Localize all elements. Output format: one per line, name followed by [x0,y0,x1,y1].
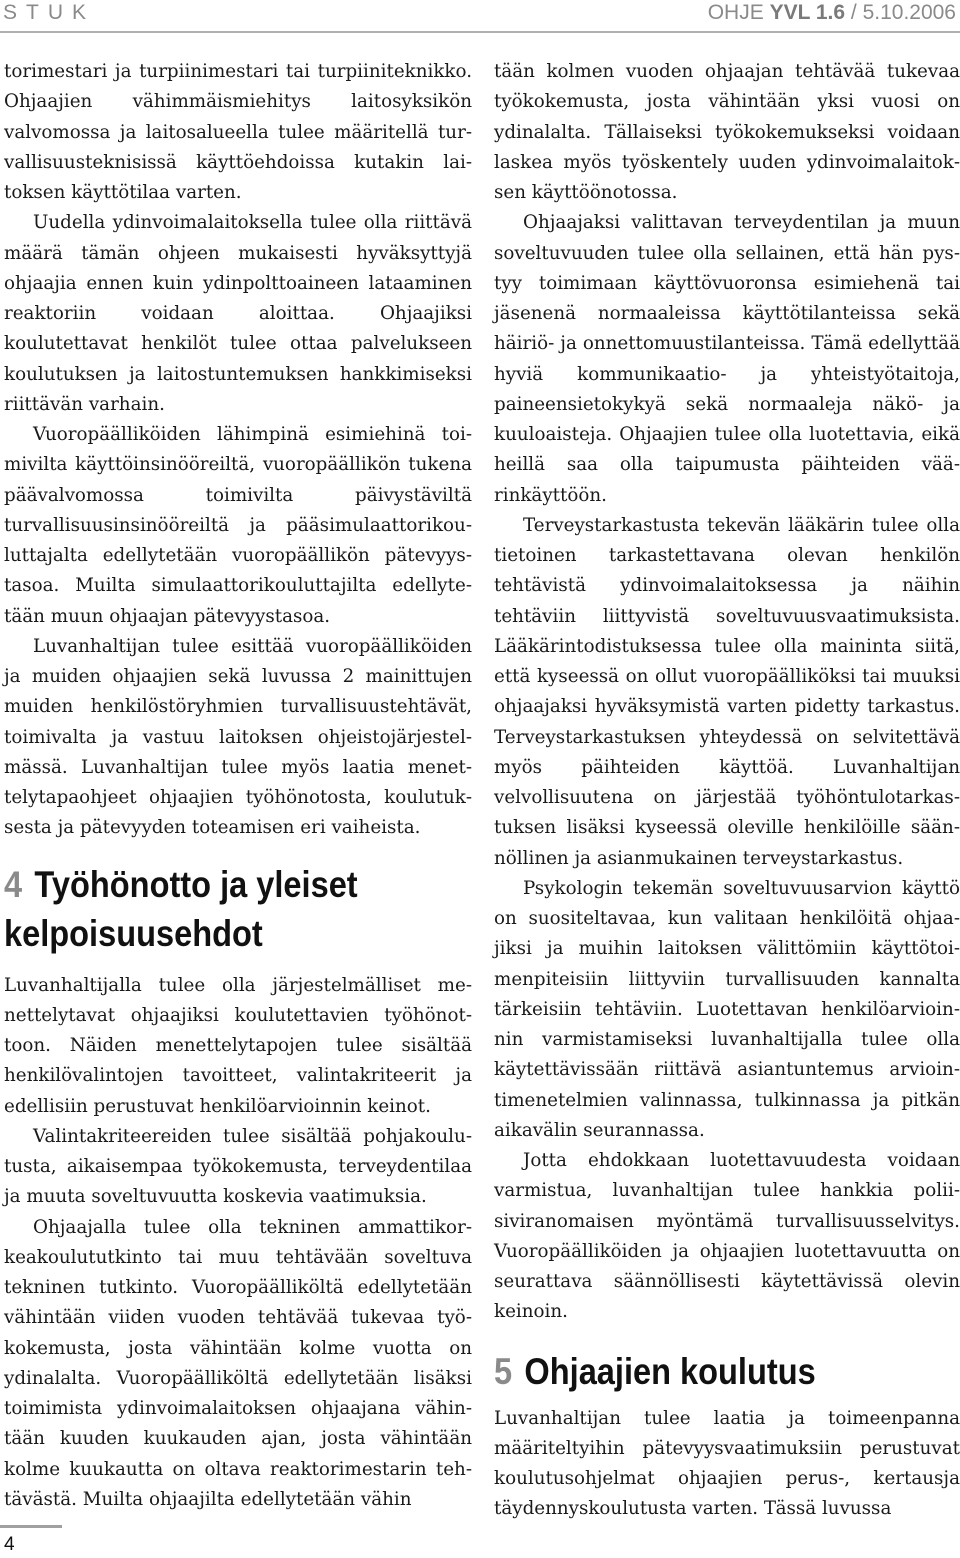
organization-name: STUK [3,1,96,24]
guide-code: YVL 1.6 [769,1,846,24]
header-rule [0,31,960,33]
section-heading-5 [494,1347,960,1396]
guide-date: / 5.10.2006 [845,1,956,24]
section-heading-4 [4,860,472,958]
paragraph: Vuoropäälliköiden lähimpinä esimiehinä toimivilta käyttöinsinööreiltä, vuoropäällikön tukena päävalvomossa toimivilta päivystäviltä turvallisuusinsinööreiltä ja pääsimulaattorikouluttajalta edellytetään vuoropäällikön pätevyystasoa. Muilta simulaattorikouluttajilta edellytetään muun ohjaajan pätevyystasoa. [4,424,472,627]
section-title: Ohjaajien koulutus [524,1350,816,1392]
left-column [4,57,472,1515]
guide-label: OHJE [707,1,770,24]
paragraph: Ohjaajalla tulee olla tekninen ammattikorkeakoulututkinto tai muu tehtävään soveltuva tekninen tutkinto. Vuoropäälliköltä edellytetään vähintään viiden vuoden tehtävää tukevaa työkokemusta, josta vähintään kolme vuotta on ydinalalta. Vuoropäälliköltä edellytetään lisäksi toimimista ydinvoimalaitoksen ohjaajana vähintään kuuden kuukauden ajan, josta vähintään kolme kuukautta on oltava reaktorimestarin tehtävästä. Muilta ohjaajilta edellytetään vähin [4,1216,472,1510]
right-column [494,57,960,1525]
footer-rule [0,1525,62,1528]
page-number: 4 [4,1534,15,1555]
paragraph: Luvanhaltijan tulee laatia ja toimeenpanna määriteltyihin pätevyysvaatimuksiin perustuvat koulutusohjelmat ohjaajien perus-, kertausja täydennyskoulutusta varten. Tässä luvussa [494,1407,960,1520]
guide-reference [708,1,956,25]
section-heading-line-1 [4,860,416,909]
paragraph: Ohjaajaksi valittavan terveydentilan ja muun soveltuvuuden tulee olla sellainen, että hän pystyy toimimaan käyttövuoronsa esimiehenä tai jäsenenä normaaleissa käyttötilanteissa sekä häiriö- ja onnettomuustilanteissa. Tämä edellyttää hyviä kommunikaatio- ja yhteistyötaitoja, paineensietokykyä sekä normaaleja näkö- ja kuuloaisteja. Ohjaajien tulee olla luotettavia, eikä heillä saa olla taipumusta päihteiden väärinkäyttöön. [494,212,960,506]
section-number: 5 [494,1350,513,1392]
paragraph: Terveystarkastusta tekevän lääkärin tulee olla tietoinen tarkastettavana olevan henkilön tehtävistä ydinvoimalaitoksessa ja näihin tehtäviin liittyvistä soveltuvuusvaatimuksista. Lääkärintodistuksessa tulee olla maininta siitä, että kyseessä on ollut vuoropäälliköksi tai muuksi ohjaajaksi hyväksymistä varten pidetty tarkastus. Terveystarkastuksen yhteydessä on selvitettävä myös päihteiden käyttöä. Luvanhaltijan velvollisuutena on järjestää työhöntulotarkastuksen lisäksi kyseessä oleville henkilöille säännöllinen ja asianmukainen terveystarkastus. [494,514,960,869]
paragraph: Psykologin tekemän soveltuvuusarvion käyttö on suositeltavaa, kun valitaan henkilöitä ohjaajiksi ja muihin laitoksen välittömiin käyttötoimenpiteisiin liittyviin turvallisuuden kannalta tärkeisiin tehtäviin. Luotettavan henkilöarvioinnin varmistamiseksi luvanhaltijalla tulee olla käytettävissään riittävä asiantuntemus arviointimenetelmien valinnassa, tulkinnassa ja pitkän aikavälin seurannassa. [494,877,960,1141]
paragraph: Luvanhaltijalla tulee olla järjestelmälliset menettelytavat ohjaajiksi koulutettavien työhönottoon. Näiden menettelytapojen tulee sisältää henkilövalintojen tavoitteet, valintakriteerit ja edellisiin perustuvat henkilöarvioinnin keinot. [4,974,472,1117]
paragraph: tään kolmen vuoden ohjaajan tehtävää tukevaa työkokemusta, josta vähintään yksi vuosi on ydinalalta. Tällaiseksi työkokemukseksi voidaan laskea myös työskentely uuden ydinvoimalaitoksen käyttöönotossa. [494,61,960,203]
page-header [0,0,960,28]
paragraph: Luvanhaltijan tulee esittää vuoropäälliköiden ja muiden ohjaajien sekä luvussa 2 mainittujen muiden henkilöstöryhmien turvallisuustehtävät, toimivalta ja vastuu laitoksen ohjeistojärjestelmässä. Luvanhaltijan tulee myös laatia menettelytapaohjeet ohjaajien työhönotosta, koulutuksesta ja pätevyyden toteamisen eri vaiheista. [4,635,472,839]
section-title-part-2: kelpoisuusehdot [4,912,263,954]
paragraph: Uudella ydinvoimalaitoksella tulee olla riittävä määrä tämän ohjeen mukaisesti hyväksyttyjä ohjaajia ennen kuin ydinpolttoaineen lataaminen reaktoriin voidaan aloittaa. Ohjaajiksi koulutettavat henkilöt tulee ottaa palvelukseen koulutuksen ja laitostuntemuksen hankkimiseksi riittävän varhain. [4,212,472,415]
paragraph: torimestari ja turpiinimestari tai turpiiniteknikko. Ohjaajien vähimmäismiehitys laitosyksikön valvomossa ja laitosalueella tulee määritellä turvallisuusteknisissä käyttöehdoissa kutakin laitoksen käyttötilaa varten. [4,61,472,203]
section-number: 4 [4,863,23,905]
section-title-part-1: Työhönotto ja yleiset [34,863,358,905]
paragraph: Jotta ehdokkaan luotettavuudesta voidaan varmistua, luvanhaltijan tulee hankkia poliisiviranomaisen myöntämä turvallisuusselvitys. Vuoropäälliköiden ja ohjaajien luotettavuutta on seurattava säännöllisesti käytettävissä olevin keinoin. [494,1150,960,1323]
section-heading-line [494,1347,904,1396]
paragraph: Valintakriteereiden tulee sisältää pohjakoulutusta, aikaisempaa työkokemusta, terveydentilaa ja muuta soveltuvuutta koskevia vaatimuksia. [4,1125,472,1208]
